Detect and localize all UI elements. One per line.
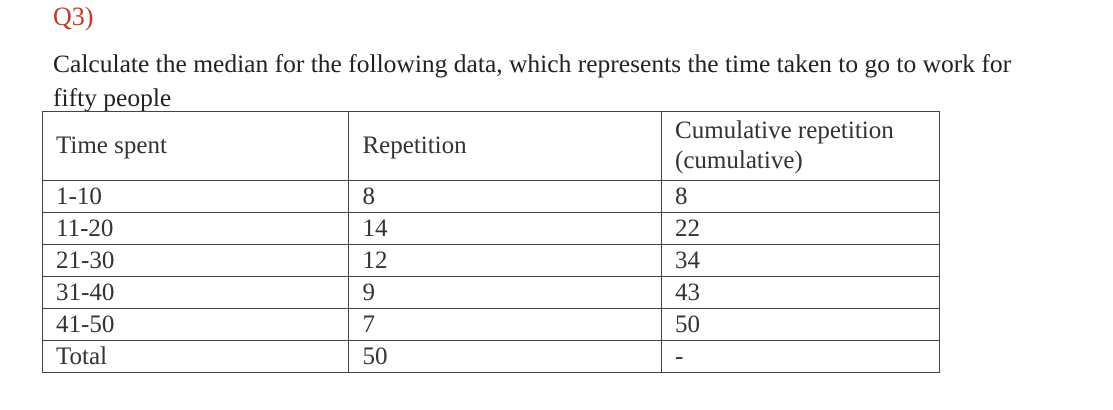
cell-repetition: 9 — [349, 277, 662, 309]
cell-cumulative: 50 — [662, 309, 940, 341]
cell-total-label: Total — [43, 341, 349, 373]
cell-time-spent: 11-20 — [43, 213, 349, 245]
cell-total-cumulative: - — [662, 341, 940, 373]
table-row — [43, 181, 940, 213]
table-row — [43, 277, 940, 309]
cell-time-spent: 21-30 — [43, 245, 349, 277]
cell-time-spent: 31-40 — [43, 277, 349, 309]
header-cumulative-line2: (cumulative) — [675, 147, 803, 174]
cell-repetition: 8 — [349, 181, 662, 213]
table-row — [43, 245, 940, 277]
question-prompt: Calculate the median for the following data, which represents the time taken to go to work for fifty people — [53, 49, 1012, 112]
cell-cumulative: 8 — [662, 181, 940, 213]
cell-repetition: 7 — [349, 309, 662, 341]
table-row — [43, 213, 940, 245]
cell-cumulative: 34 — [662, 245, 940, 277]
header-cumulative-line1: Cumulative repetition — [675, 117, 894, 144]
cell-time-spent: 41-50 — [43, 309, 349, 341]
cell-repetition: 14 — [349, 213, 662, 245]
question-number: Q3) — [53, 2, 94, 31]
header-repetition: Repetition — [349, 112, 662, 181]
cell-repetition: 12 — [349, 245, 662, 277]
header-time-spent: Time spent — [43, 112, 349, 181]
cell-cumulative: 43 — [662, 277, 940, 309]
table-total-row — [43, 341, 940, 373]
cell-total-repetition: 50 — [349, 341, 662, 373]
cell-time-spent: 1-10 — [43, 181, 349, 213]
frequency-table — [42, 111, 940, 373]
table-header-row — [43, 112, 940, 181]
header-cumulative — [662, 112, 940, 181]
cell-cumulative: 22 — [662, 213, 940, 245]
table-row — [43, 309, 940, 341]
